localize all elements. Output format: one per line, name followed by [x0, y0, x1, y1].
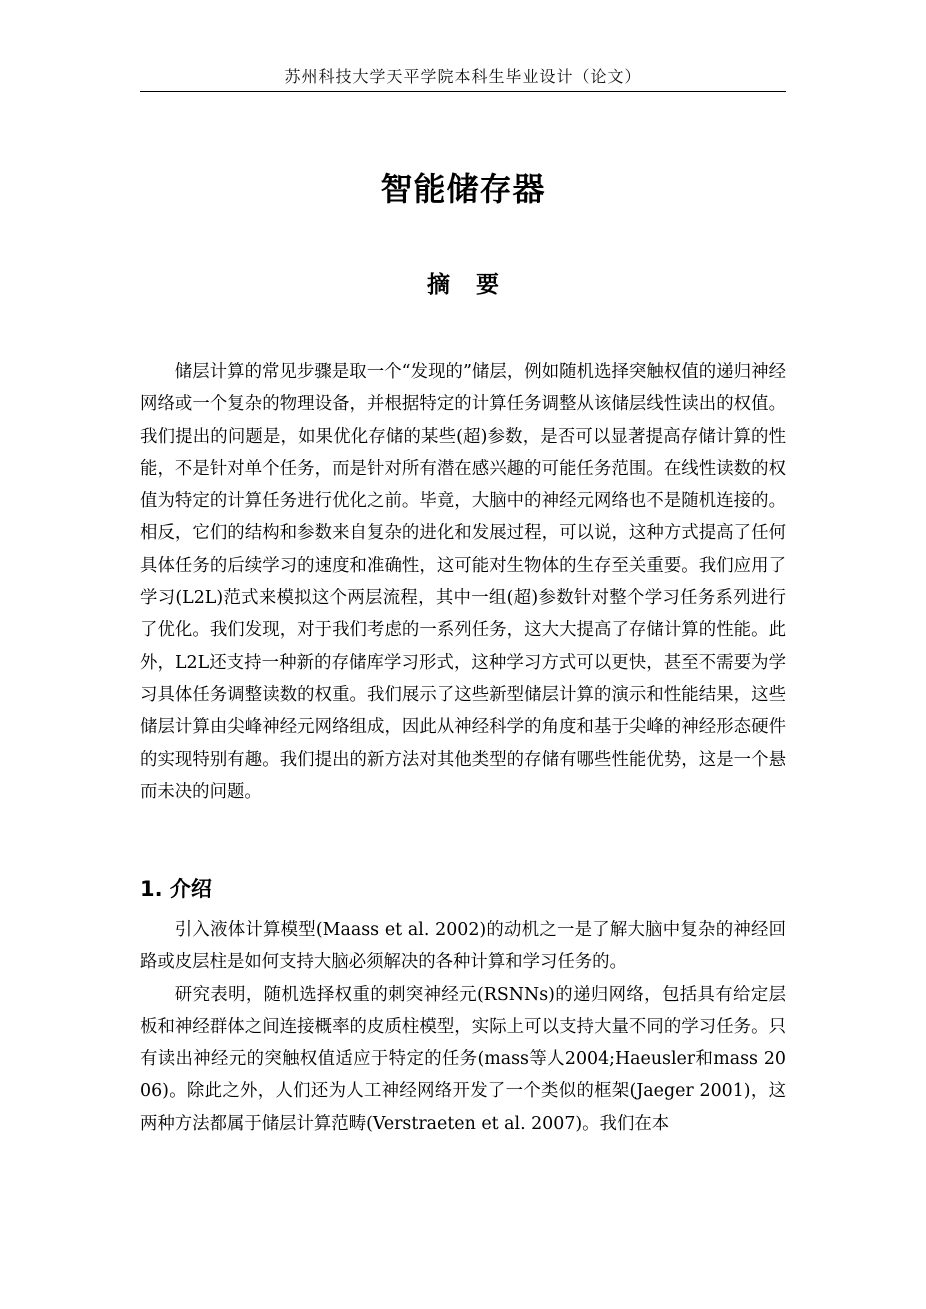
abstract-heading: 摘要: [427, 272, 525, 298]
section-1-paragraph-1: 引入液体计算模型(Maass et al. 2002)的动机之一是了解大脑中复杂的神经回路或皮层柱是如何支持大脑必须解决的各种计算和学习任务的。: [140, 920, 786, 973]
running-header: 苏州科技大学天平学院本科生毕业设计（论文）: [284, 67, 642, 86]
document-title: 智能储存器: [380, 170, 546, 208]
section-1-body: [140, 914, 786, 1140]
section-1-heading: 1. 介绍: [140, 877, 212, 901]
abstract-paragraph: 储层计算的常见步骤是取一个“发现的”储层，例如随机选择突触权值的递归神经网络或一个复杂的物理设备，并根据特定的计算任务调整从该储层线性读出的权值。我们提出的问题是，如果优化存储的某些(超)参数，是否可以显著提高存储计算的性能，不是针对单个任务，而是针对所有潜在感兴趣的可能任务范围。在线性读数的权值为特定的计算任务进行优化之前。毕竟，大脑中的神经元网络也不是随机连接的。相反，它们的结构和参数来自复杂的进化和发展过程，可以说，这种方式提高了任何具体任务的后续学习的速度和准确性，这可能对生物体的生存至关重要。我们应用了学习(L2L)范式来模拟这个两层流程，其中一组(超)参数针对整个学习任务系列进行了优化。我们发现，对于我们考虑的一系列任务，这大大提高了存储计算的性能。此外，L2L还支持一种新的存储库学习形式，这种学习方式可以更快，甚至不需要为学习具体任务调整读数的权重。我们展示了这些新型储层计算的演示和性能结果，这些储层计算由尖峰神经元网络组成，因此从神经科学的角度和基于尖峰的神经形态硬件的实现特别有趣。我们提出的新方法对其他类型的存储有哪些性能优势，这是一个悬而未决的问题。: [140, 362, 786, 802]
header-rule: [140, 91, 786, 92]
section-1-paragraph-2: 研究表明，随机选择权重的刺突神经元(RSNNs)的递归网络，包括具有给定层板和神经群体之间连接概率的皮质柱模型，实际上可以支持大量不同的学习任务。只有读出神经元的突触权值适应于特定的任务(mass等人2004;Haeusler和mass 2006)。除此之外，人们还为人工神经网络开发了一个类似的框架(Jaeger 2001)，这两种方法都属于储层计算范畴(Verstraeten et al. 2007)。我们在本: [140, 984, 786, 1134]
abstract-body: [140, 356, 786, 808]
